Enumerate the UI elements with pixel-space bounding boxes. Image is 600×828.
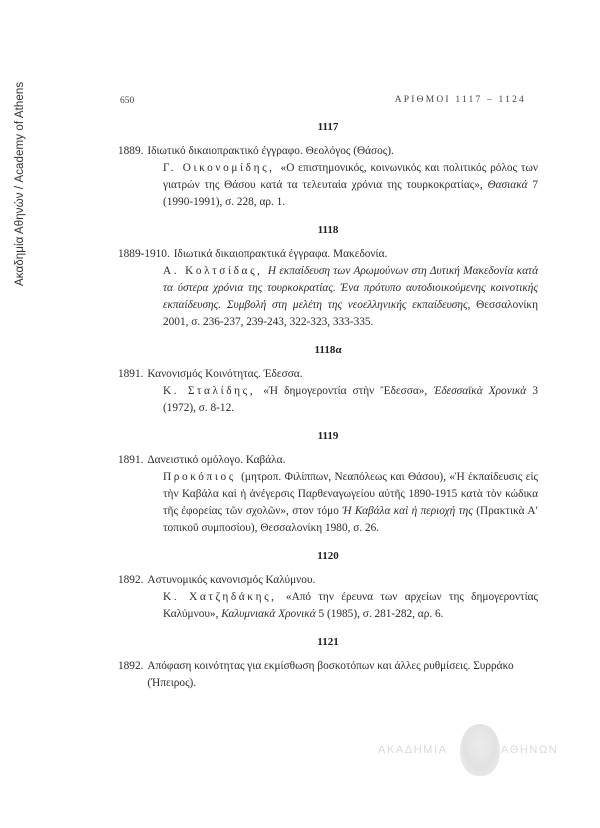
reference-title: Καλυμνιακά Χρονικά [221, 608, 316, 620]
entry-date: 1892. [118, 574, 144, 586]
entry-date: 1891. [118, 368, 144, 380]
bibliography [163, 263, 538, 331]
entry-1118 [118, 224, 538, 331]
reference-title: Θασιακά [487, 179, 528, 191]
entry-1120 [118, 550, 538, 623]
entry-1119 [118, 430, 538, 537]
entry-line [118, 452, 538, 469]
entry-line [118, 658, 538, 692]
bibliography [163, 383, 538, 417]
reference-details: 5 (1985), σ. 281-282, αρ. 6. [318, 608, 444, 620]
bibliography [163, 160, 538, 211]
entry-date: 1889. [118, 145, 144, 157]
reference-title: Ἐδεσσαϊκὰ Χρονικὰ [433, 385, 527, 397]
entry-description: Αστυνομικός κανονισμός Καλύμνου. [147, 574, 316, 586]
author: Προκόπιος [163, 471, 236, 483]
bibliography [163, 589, 538, 623]
entry-line [118, 143, 538, 160]
entry-description: Ιδιωτικά δικαιοπρακτικά έγγραφα. Μακεδονία. [173, 248, 388, 260]
entry-number: 1121 [317, 636, 339, 648]
author: Κ. Σταλίδης, [163, 385, 256, 397]
entry-description: Απόφαση κοινότητας για εκμίσθωση βοσκοτόπων και άλλες ρυθμίσεις. Συρράκο (Ήπειρος). [147, 660, 514, 689]
entry-1118a [118, 344, 538, 417]
entry-date: 1891. [118, 454, 144, 466]
author: Γ. Οικονομίδης, [163, 162, 275, 174]
reference-title: Η εκπαίδευση των Αρωμούνων στη Δυτική Μακεδονία κατά τα ύστερα χρόνια της τουρκοκρατίας. Ένα πρότυπο αυτοδιοικούμενης κοινοτικής εκπαίδευσης. Συμβολή στη μελέτη της νεοελληνικής εκπαίδευσης, [163, 265, 538, 311]
entry-date: 1889-1910. [118, 248, 170, 260]
entry-number: 1117 [317, 121, 339, 133]
side-label: Ακαδημία Αθηνών / Academy of Athens [14, 81, 26, 286]
page-number: 650 [120, 96, 135, 106]
entry-line [118, 246, 538, 263]
entry-number: 1118α [314, 344, 342, 356]
entry-description: Δανειστικό ομόλογο. Καβάλα. [147, 454, 286, 466]
entry-date: 1892. [118, 660, 144, 672]
academy-watermark [378, 722, 578, 782]
entry-number: 1118 [317, 224, 339, 236]
entry-number: 1119 [317, 430, 339, 442]
entry-description: Ιδιωτικό δικαιοπρακτικό έγγραφο. Θεολόγος (Θάσος). [147, 145, 394, 157]
reference-text: «Από την έρευνα των αρχείων της δημογεροντίας Καλύμνου», [163, 591, 539, 620]
watermark-text-left: ΑΚΑΔΗΜΙΑ [378, 744, 448, 756]
entry-description: Κανονισμός Κοινότητας. Έδεσσα. [147, 368, 303, 380]
athena-emblem-icon [460, 724, 500, 776]
reference-details: 3 (1972), σ. 8-12. [163, 385, 538, 414]
document-body [118, 108, 538, 692]
watermark-text-right: ΑΘΗΝΩΝ [501, 744, 559, 756]
entry-line [118, 366, 538, 383]
entry-line [118, 572, 538, 589]
bibliography [163, 469, 538, 537]
author: Α. Κολτσίδας, [163, 265, 263, 277]
entry-number: 1120 [317, 550, 339, 562]
reference-details: (Πρακτικὰ Α′ τοπικοῦ συμποσίου), Θεσσαλονίκη 1980, σ. 26. [163, 505, 538, 534]
reference-details: Θεσσαλονίκη 2001, σ. 236-237, 239-243, 322-323, 333-335. [163, 299, 538, 328]
reference-details: 7 (1990-1991), σ. 228, αρ. 1. [163, 179, 538, 208]
reference-title: Ἡ Καβάλα καὶ ἡ περιοχή της [342, 505, 473, 517]
reference-text: «Ή δημογεροντία στὴν Ἔδεσσα», [263, 385, 428, 397]
reference-text: «Ο επιστημονικός, κοινωνικός και πολιτικός ρόλος των γιατρών της Θάσου κατά τα τελευταία χρόνια της τουρκοκρατίας», [163, 162, 538, 191]
reference-text: (μητροπ. Φιλίππων, Νεαπόλεως και Θάσου), «Ἡ ἐκπαίδευσις εἰς τὴν Καβάλα καὶ ἡ ἀνέγερσις Παρθεναγωγείου αὐτῆς 1890-1915 κατὰ τὸν κώδικα τῆς ἐφορείας τῶν σχολῶν», στον τόμο [163, 471, 538, 517]
running-head: ΑΡΙΘΜΟΙ 1117 – 1124 [394, 95, 526, 105]
author: Κ. Χατζηδάκης, [163, 591, 277, 603]
entry-1121 [118, 636, 538, 692]
entry-1117 [118, 121, 538, 211]
